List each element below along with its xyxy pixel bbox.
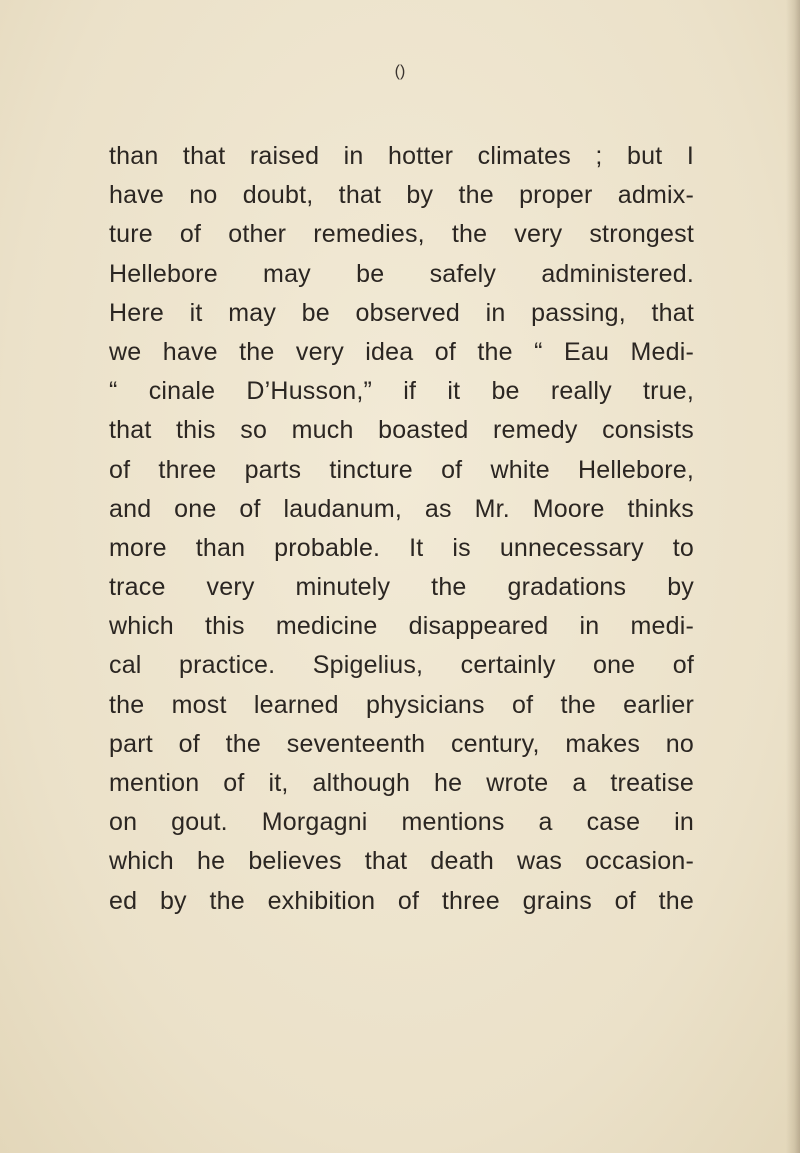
text-line: trace very minutely the gradations by [109,573,694,602]
text-line: than that raised in hotter climates ; but I [109,142,694,170]
text-line: and one of laudanum, as Mr. Moore thinks [109,494,694,523]
text-line: Here it may be observed in passing, that [109,298,694,327]
text-line: of three parts tincture of white Hellebore, [109,455,694,484]
text-line: cal practice. Spigelius, certainly one of [109,651,694,680]
page-number: () [394,63,406,80]
text-line: “ cinale D’Husson,” if it be really true, [109,377,694,406]
text-line: which this medicine disappeared in medi- [109,612,694,641]
text-line: ed by the exhibition of three grains of the [109,886,694,915]
text-line: more than probable. It is unnecessary to [109,533,694,562]
text-line: mention of it, although he wrote a treatise [109,769,694,797]
text-line: ture of other remedies, the very strongest [109,220,694,249]
text-line: we have the very idea of the “ Eau Medi- [109,337,694,366]
text-line: have no doubt, that by the proper admix- [109,181,694,210]
body-text [109,137,694,921]
text-line: the most learned physicians of the earlier [109,690,694,719]
text-line: that this so much boasted remedy consists [109,416,694,445]
text-line: which he believes that death was occasion- [109,847,694,876]
text-line: on gout. Morgagni mentions a case in [109,808,694,837]
text-line: Hellebore may be safely administered. [109,259,694,288]
text-line: part of the seventeenth century, makes no [109,729,694,758]
page-edge-shadow [786,0,800,1153]
